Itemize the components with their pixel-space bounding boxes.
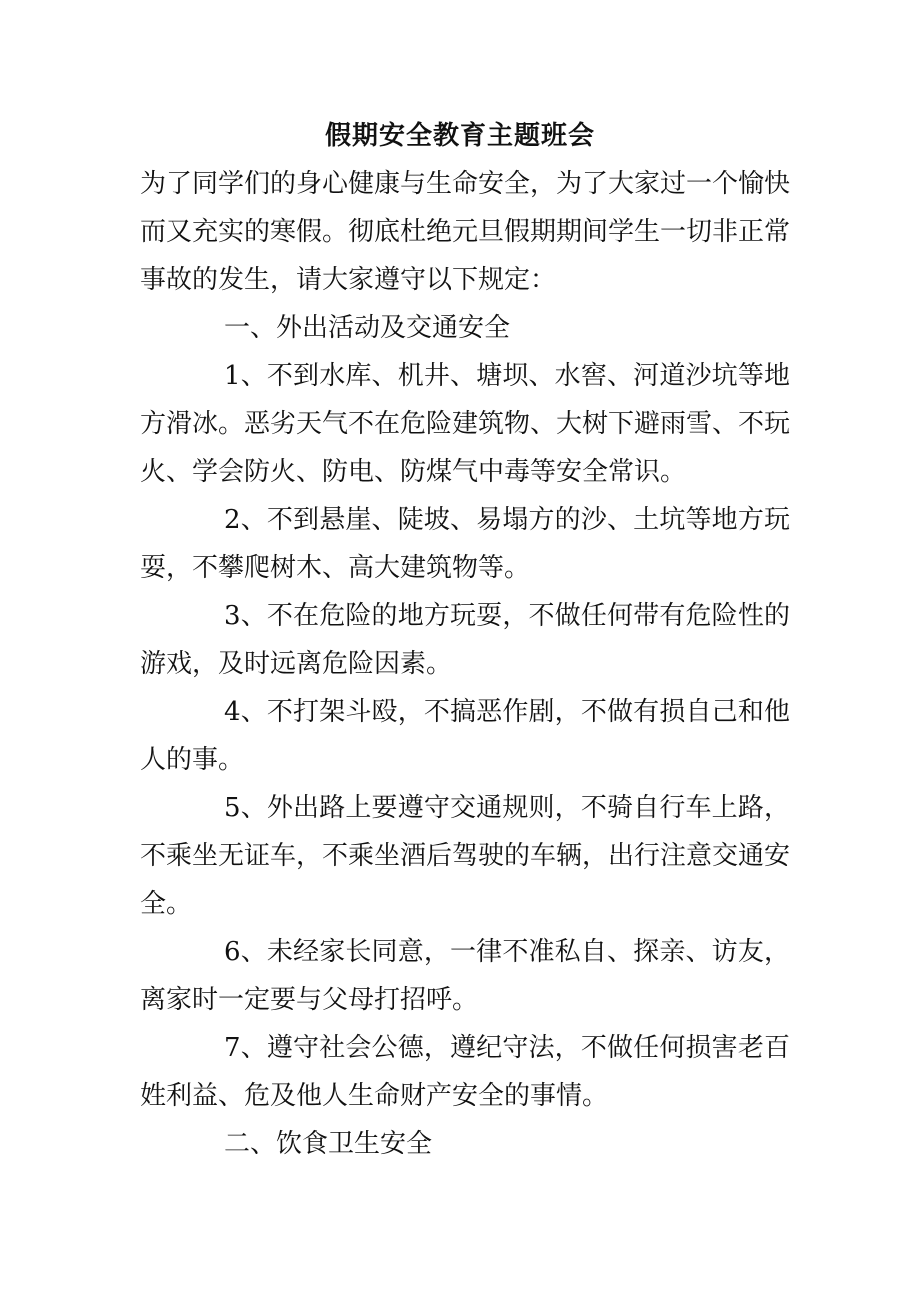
rule-item-4: 4、不打架斗殴，不搞恶作剧，不做有损自己和他人的事。 <box>140 697 790 775</box>
document-title: 假期安全教育主题班会 <box>324 121 595 151</box>
section-heading-1: 一、外出活动及交通安全 <box>224 313 511 343</box>
section-heading-2: 二、饮食卫生安全 <box>224 1129 433 1159</box>
rule-item-3: 3、不在危险的地方玩耍，不做任何带有危险性的游戏，及时远离危险因素。 <box>140 601 790 679</box>
rule-item-7: 7、遵守社会公德，遵纪守法，不做任何损害老百姓利益、危及他人生命财产安全的事情。 <box>140 1033 790 1111</box>
rule-item-6: 6、未经家长同意，一律不准私自、探亲、访友，离家时一定要与父母打招呼。 <box>140 937 790 1015</box>
rule-item-5: 5、外出路上要遵守交通规则，不骑自行车上路，不乘坐无证车，不乘坐酒后驾驶的车辆，出行注意交通安全。 <box>140 793 791 919</box>
intro-paragraph: 为了同学们的身心健康与生命安全，为了大家过一个愉快而又充实的寒假。彻底杜绝元旦假期期间学生一切非正常事故的发生，请大家遵守以下规定： <box>140 169 791 295</box>
document-body <box>140 160 790 1168</box>
rule-item-1: 1、不到水库、机井、塘坝、水窖、河道沙坑等地方滑冰。恶劣天气不在危险建筑物、大树下避雨雪、不玩火、学会防火、防电、防煤气中毒等安全常识。 <box>140 361 791 487</box>
rule-item-2: 2、不到悬崖、陡坡、易塌方的沙、土坑等地方玩耍，不攀爬树木、高大建筑物等。 <box>140 505 790 583</box>
